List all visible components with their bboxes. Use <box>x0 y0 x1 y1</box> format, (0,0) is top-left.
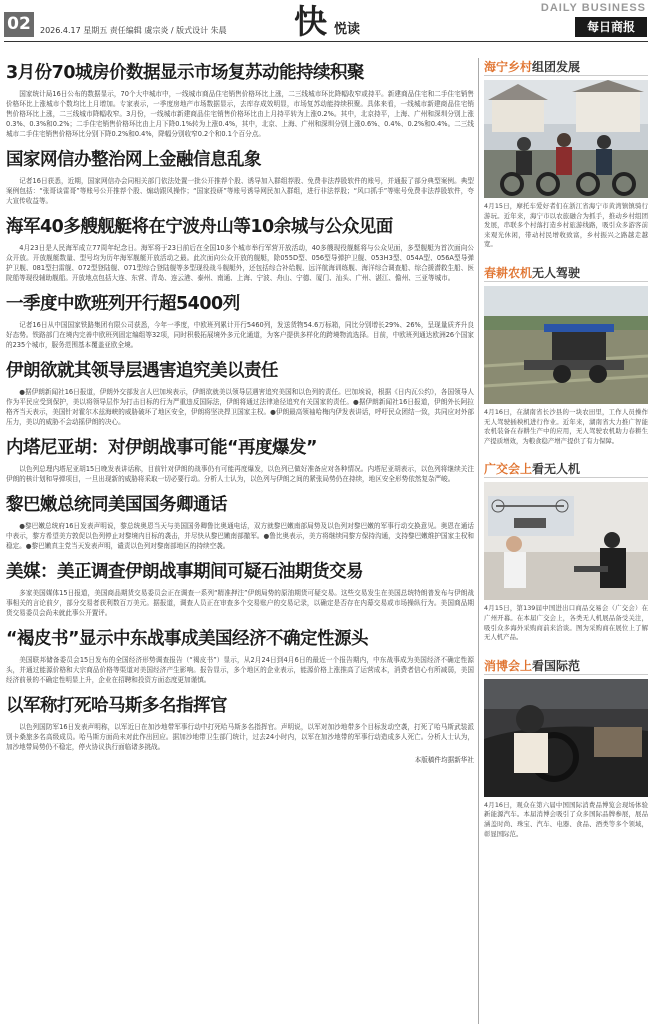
article-body: 4月23日是人民海军成立77周年纪念日。海军将于23日前后在全国10多个城市举行军营开放活动，40多艘现役舰艇将与公众见面，多型舰艇为首次面向公众开放。开放舰艇数量、型号均为历年海军舰艇开放活动之最。此次面向公众开放的舰艇，除055D型、056型导弹护卫舰、053H3型、054A型、056A型导弹护卫舰、081型扫雷舰、072型登陆舰、071型综合登陆舰等多型现役战斗舰艇外，还包括综合补给舰、远洋航海训练舰、海洋综合调查船、综合援潜救生船、医院船等现役辅助舰船。开放地点包括大连、东营、青岛、连云港、泰州、南通、上海、宁波、舟山、宁德、厦门、汕头、广州、湛江、儋州、三亚等城市。 <box>6 244 474 282</box>
photo-illustration <box>484 482 648 600</box>
photo-caption: 4月16日，在湖南省长沙县的一块农田里，工作人员操作无人驾驶插秧机进行作业。近年来，湖南省大力推广智能农机装备在春耕生产中的应用，无人驾驶农机助力春耕生产提质增效，为粮食稳产增产提供了有力保障。 <box>484 407 648 445</box>
article-title[interactable]: 内塔尼亚胡：对伊朗战事可能“再度爆发” <box>6 438 318 458</box>
date-line: 2026.4.17 星期五 责任编辑 虞宗炎 / 版式设计 朱晨 <box>40 26 227 35</box>
photo-caption: 4月16日，观众在第六届中国国际消费品博览会现场体验新能源汽车。本届消博会吸引了众多国际品牌参展，展品涵盖时尚、珠宝、汽车、电器、食品、酒类等多个领域，彰显国际范。 <box>484 800 648 838</box>
title-highlight: 海宁乡村 <box>484 60 533 74</box>
title-rest: 看无人机 <box>532 462 581 477</box>
photo-story <box>484 264 648 446</box>
article-title[interactable]: 国家网信办整治网上金融信息乱象 <box>6 150 261 170</box>
title-rest: 看国际范 <box>532 658 581 673</box>
photo-story-title[interactable] <box>484 58 648 76</box>
article-title[interactable]: 一季度中欧班列开行超5400列 <box>6 294 240 314</box>
photo-caption: 4月15日，第139届中国进出口商品交易会（广交会）在广州开幕。在本届广交会上，各类无人机展品备受关注，吸引众多海外采购商前来洽谈。图为采购商在展位上了解无人机产品。 <box>484 604 648 642</box>
article-body: 美国联邦储备委员会15日发布的全国经济形势调查报告（“褐皮书”）显示，从2月24日到4月6日的最近一个报告期内，中东战事成为美国经济不确定性源头，并通过能源价格和大宗商品价格等渠道对美国经济产生影响。报告显示，多个地区的企业表示，能源价格上涨推高了运营成本，消费者信心有所减弱，美国经济前景的不确定性明显上升，企业在招聘和投资方面态度更加谨慎。 <box>6 656 474 684</box>
masthead-divider <box>4 41 648 42</box>
column-divider <box>478 58 479 1024</box>
photo-story-title[interactable] <box>484 657 648 675</box>
article-body: 多家美国媒体15日报道，美国商品期货交易委员会正在调查一系列“精准押注”伊朗局势的原油期货可疑交易。这些交易发生在美国总统特朗普发布与伊朗战事相关的言论前夕，部分交易者获利数百万美元。据报道，调查人员正在审查多个交易账户的交易记录，以确定是否存在内幕交易或市场操纵行为。美国商品期货交易委员会尚未就此事公开置评。 <box>6 589 474 617</box>
article-title[interactable]: 以军称打死哈马斯多名指挥官 <box>6 696 227 716</box>
article-body: 国家统计局16日公布的数据显示，70个大中城市中，一线城市商品住宅销售价格环比上涨，二三线城市环比降幅收窄或持平。新建商品住宅和二手住宅销售价格环比上涨城市个数均比上月增加。专家表示，一季度房地产市场数据显示，去库存成效明显，市场复苏动能持续积聚。具体来看，一线城市新建商品住宅销售价格环比上涨，二三线城市降幅收窄。3月份，一线城市新建商品住宅销售价格环比由上月持平转为上涨0.2%。其中，北京持平，上海、广州和深圳分别上涨0.3%、0.3%和0.2%；二手住宅销售价格环比由上月下降0.1%转为上涨0.4%，其中，北京、上海、广州和深圳分别上涨0.6%、0.4%、0.2%和0.4%。二三线城市二手住宅销售价格环比分别下降0.2%和0.4%，降幅分别收窄0.2个和0.1个百分点。 <box>6 90 474 138</box>
photo-caption: 4月15日，摩托车爱好者们在浙江省海宁市黄湾镇镇骑行游玩。近年来，海宁市以农旅融合为抓手，推动乡村组团发展，串联多个村落打造乡村旅游线路，吸引众多游客前来观光休闲，带动村民增收致富，乡村振兴之路越走越宽。 <box>484 202 648 249</box>
photo-illustration <box>484 286 648 404</box>
rice-transplanter-photo[interactable] <box>484 286 648 404</box>
article-title[interactable]: 3月份70城房价数据显示市场复苏动能持续积聚 <box>6 63 365 83</box>
article-body: ●黎巴嫩总统府16日发表声明说，黎总统奥恩当天与美国国务卿鲁比奥通电话，双方就黎巴嫩南部局势及以色列对黎巴嫩的军事行动交换意见。奥恩在通话中表示，黎方希望美方敦促以色列停止对黎境内目标的袭击，并尽快从黎巴嫩南部撤军。●鲁比奥表示，美方将继续同黎方保持沟通，支持黎巴嫩维护国家主权和稳定。●黎巴嫩真主党当天发表声明，谴责以色列对黎南部地区的持续空袭。 <box>6 522 474 550</box>
photo-illustration <box>484 679 648 797</box>
photo-illustration <box>484 80 648 198</box>
photo-story-title[interactable] <box>484 264 648 282</box>
article-title[interactable]: 海军40多艘舰艇将在宁波舟山等10余城与公众见面 <box>6 217 393 237</box>
article-body: 记者16日从中国国家铁路集团有限公司获悉，今年一季度，中欧班列累计开行5460列，发送货物54.6万标箱，同比分别增长29%、26%，呈现量质齐升良好态势。铁路部门在境内完善中欧班列固定编组等32项，同时积极拓展境外多元化通道，为客户提供多样化的跨境物流选择。目前，中欧班列通达欧洲26个国家的235个城市，服务范围基本覆盖亚欧全境。 <box>6 321 474 349</box>
logo-character: 快 <box>294 2 327 41</box>
source-credit: 本版稿件均据新华社 <box>414 756 474 764</box>
section-logo <box>294 4 362 40</box>
photo-story <box>484 657 648 839</box>
masthead <box>0 0 652 45</box>
photo-story <box>484 58 648 250</box>
article-title[interactable]: 伊朗欲就其领导层遇害追究美以责任 <box>6 361 278 381</box>
news-column <box>6 58 474 1024</box>
logo-subtitle: 悦读 <box>334 22 361 37</box>
title-rest: 组团发展 <box>532 60 581 74</box>
article-body: 以色列总理内塔尼亚胡15日晚发表讲话称，目前针对伊朗的战事仍有可能再度爆发，以色列已做好准备应对各种情况。内塔尼亚胡表示，以色列将继续关注伊朗的核计划和导弹项目，一旦出现新的威胁将采取一切必要行动。分析人士认为，以色列与伊朗之间的紧张局势仍在持续，地区安全形势依然复杂严峻。 <box>6 465 474 483</box>
article-body: 以色列国防军16日发表声明称，以军近日在加沙地带军事行动中打死哈马斯多名指挥官。声明说，以军对加沙地带多个目标发动空袭，打死了哈马斯武装派别卡桑旅多名高级成员。哈马斯方面尚未对此作出回应。据加沙地带卫生部门统计，过去24小时内，以军在加沙地带的军事行动造成多人死亡。分析人士认为，加沙地带局势仍不稳定，停火协议执行面临诸多挑战。 <box>6 723 474 751</box>
photo-story <box>484 460 648 642</box>
photo-column <box>484 58 648 1024</box>
photo-story-title[interactable] <box>484 460 648 478</box>
motorcycle-riders-photo[interactable] <box>484 80 648 198</box>
title-highlight: 消博会上 <box>484 658 533 673</box>
article-title[interactable]: 美媒：美正调查伊朗战事期间可疑石油期货交易 <box>6 562 363 582</box>
title-rest: 无人驾驶 <box>532 265 581 280</box>
brand-english: DAILY BUSINESS <box>540 2 646 14</box>
article-title[interactable]: “褐皮书”显示中东战事成美国经济不确定性源头 <box>6 629 369 649</box>
article-title[interactable]: 黎巴嫩总统同美国国务卿通话 <box>6 495 227 515</box>
title-highlight: 春耕农机 <box>484 265 533 280</box>
brand-chinese: 每日商报 <box>575 17 647 37</box>
title-highlight: 广交会上 <box>484 462 533 477</box>
car-interior-photo[interactable] <box>484 679 648 797</box>
article-body: 记者16日获悉，近期，国家网信办会同相关部门依法处置一批公开推荐个股、诱导加入群组荐股、免费非法荐股软件的账号，并通报了部分典型案例。典型案例包括：“张哥谈雷哥”等账号公开推荐个股、煽动跟风操作；“国家投研”等账号诱导网民加入群组，进行非法荐股；“风口抓手”等账号免费非法荐股软件，夸大宣传收益等。 <box>6 177 474 205</box>
article-body: ●据伊朗新闻社16日报道，伊朗外交部发言人巴加埃表示，伊朗欲就美以领导层遇害追究美国和以色列的责任。巴加埃说，根据《日内瓦公约》，各国领导人作为平民应受到保护，美以将领导层作为打击目标的行为严重违反国际法，伊朗将通过法律途径追究有关国家的责任。●据伊朗新闻社16日报道，伊朗外长阿拉格齐当天表示，美国针对霍尔木兹海峡的威胁破坏了地区安全，伊朗将坚决捍卫国家主权。●伊朗最高领袖哈梅内伊发表讲话，呼吁民众团结一致，共同应对外部压力，美以的威胁不会动摇伊朗的决心。 <box>6 388 474 426</box>
drone-expo-photo[interactable] <box>484 482 648 600</box>
page-number: 02 <box>4 12 34 37</box>
